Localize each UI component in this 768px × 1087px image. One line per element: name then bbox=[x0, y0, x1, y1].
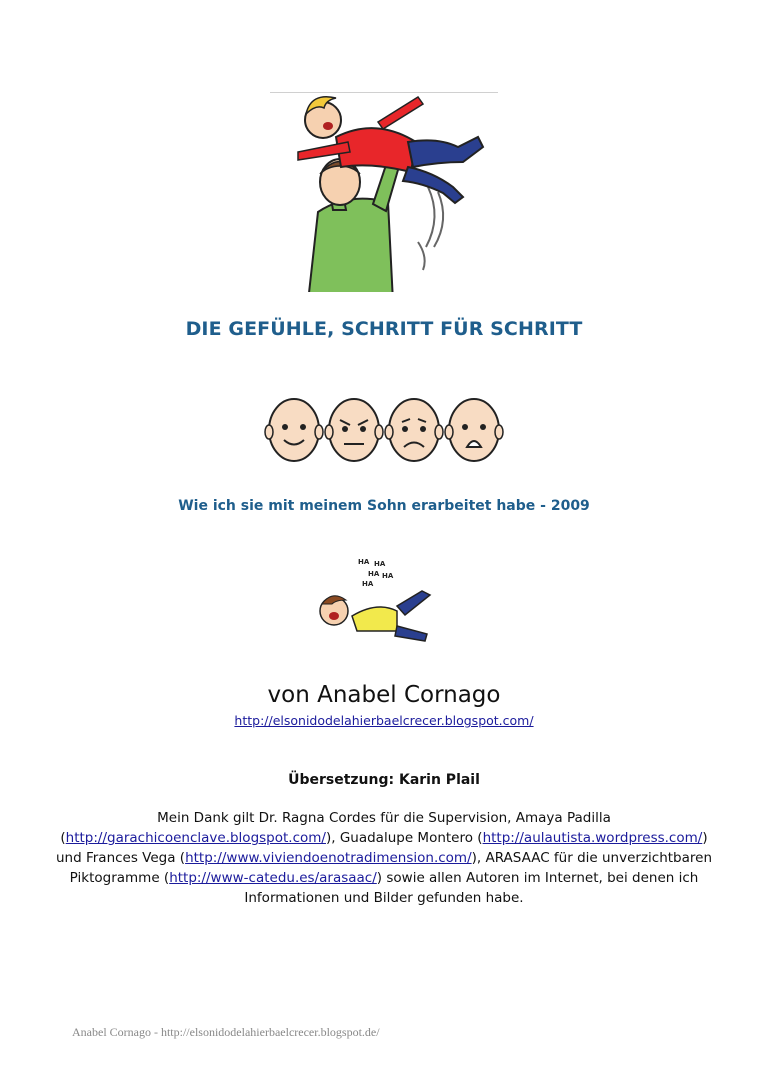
document-subtitle: Wie ich sie mit meinem Sohn erarbeitet habe - 2009 bbox=[178, 498, 590, 514]
laugh-text: HA bbox=[362, 580, 374, 588]
thanks-text: ), ARASAAC für die unverzichtbaren Piktogramme ( bbox=[69, 850, 713, 886]
laugh-text: HA bbox=[358, 558, 370, 566]
laugh-text: HA bbox=[374, 560, 386, 568]
father-lifting-child-illustration bbox=[278, 92, 500, 292]
link-viviendoenotradimension[interactable]: http://www.viviendoenotradimension.com/ bbox=[185, 850, 472, 866]
translation-credit: Übersetzung: Karin Plail bbox=[288, 772, 480, 788]
acknowledgements-paragraph bbox=[55, 808, 713, 908]
blog-link-container bbox=[0, 713, 768, 728]
thanks-text: Mein Dank gilt Dr. Ragna Cordes für die Supervision, Amaya Padilla ( bbox=[60, 810, 611, 846]
thanks-text: ) sowie allen Autoren im Internet, bei denen ich Informationen und Bilder gefunden habe. bbox=[244, 870, 699, 906]
laughing-person-illustration bbox=[312, 556, 442, 646]
blog-link[interactable]: http://elsonidodelahierbaelcrecer.blogspot.com/ bbox=[234, 713, 534, 728]
laugh-text: HA bbox=[368, 570, 380, 578]
happy-face-icon bbox=[265, 399, 323, 461]
page-footer: Anabel Cornago - http://elsonidodelahierbaelcrecer.blogspot.de/ bbox=[72, 1025, 380, 1039]
link-garachicoenclave[interactable]: http://garachicoenclave.blogspot.com/ bbox=[65, 830, 326, 846]
link-aulautista[interactable]: http://aulautista.wordpress.com/ bbox=[482, 830, 703, 846]
link-arasaac[interactable]: http://www-catedu.es/arasaac/ bbox=[169, 870, 377, 886]
scared-face-icon bbox=[445, 399, 503, 461]
document-title: DIE GEFÜHLE, SCHRITT FÜR SCHRITT bbox=[185, 318, 583, 340]
thanks-text: ), Guadalupe Montero ( bbox=[325, 830, 483, 846]
sad-face-icon bbox=[385, 399, 443, 461]
thanks-text: ) und Frances Vega ( bbox=[55, 830, 708, 866]
author-name: von Anabel Cornago bbox=[267, 682, 501, 708]
emotion-faces-illustration bbox=[264, 394, 506, 466]
angry-face-icon bbox=[325, 399, 383, 461]
laugh-text: HA bbox=[382, 572, 394, 580]
